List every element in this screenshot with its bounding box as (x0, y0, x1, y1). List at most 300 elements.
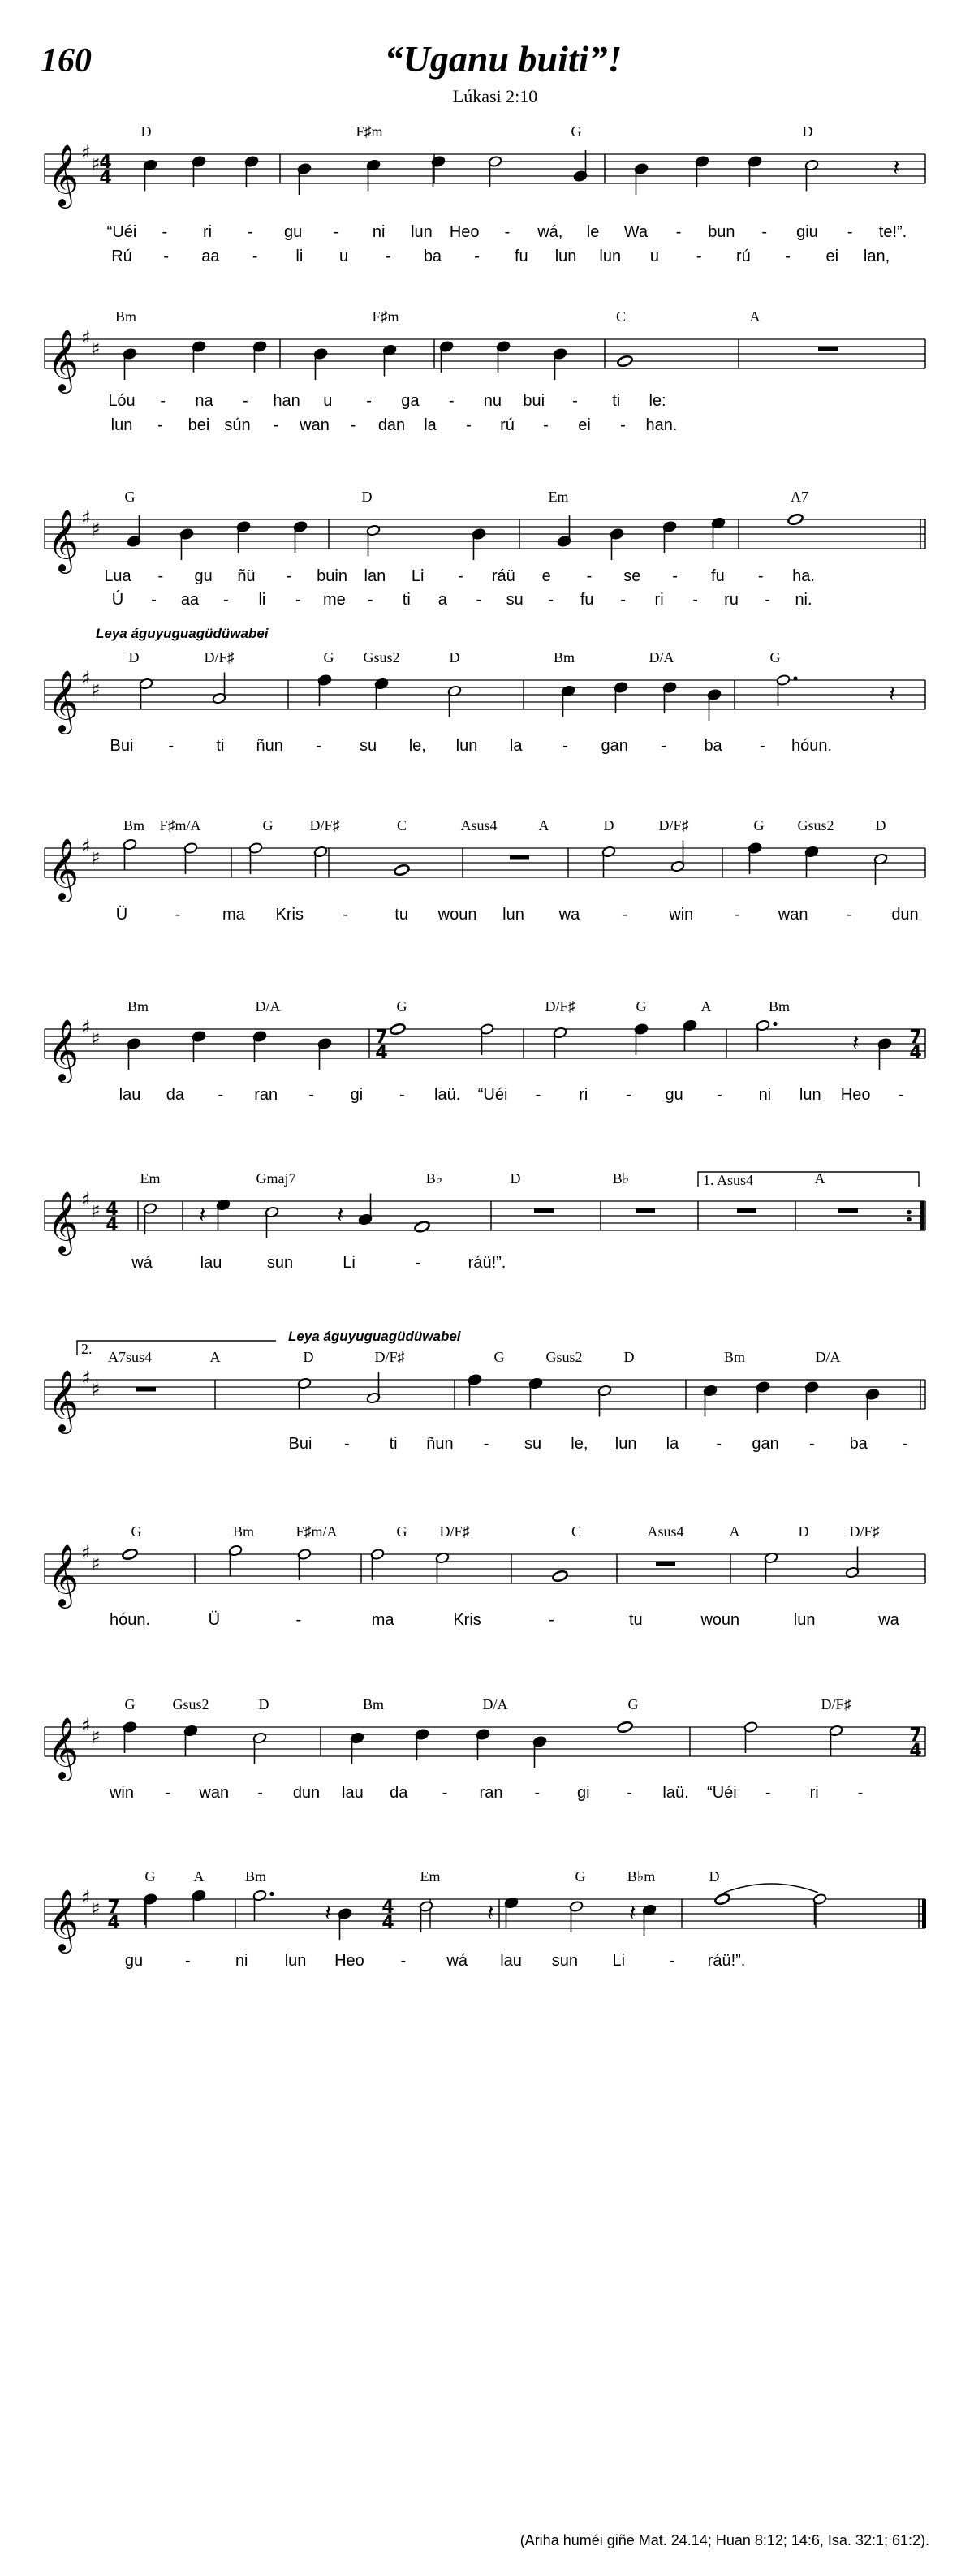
lyric-syllable: wa (878, 1611, 899, 1629)
lyric-syllable: - (734, 906, 740, 924)
lyric-syllable: - (223, 591, 229, 609)
lyric-syllable: hóun. (109, 1611, 151, 1629)
chord-symbol: A (700, 998, 712, 1014)
chord-symbol: G (575, 1868, 586, 1885)
lyric-syllable: ráü (491, 567, 515, 585)
chord-symbol: D/A (255, 998, 281, 1014)
lyric-syllable: ñun (256, 737, 283, 755)
chord-symbol: B♭ (612, 1170, 630, 1187)
chord-symbol: F♯m (356, 123, 383, 140)
note-head (617, 355, 633, 368)
hymn-title: “Uganu buiti”! (384, 38, 623, 80)
lyric-syllable: Bui (110, 737, 134, 755)
lyric-syllable: tu (394, 906, 408, 924)
treble-clef-icon: 𝄞 (47, 1019, 80, 1081)
lyric-syllable: lau (500, 1952, 522, 1970)
volta-1-label: 1. Asus4 (703, 1172, 754, 1188)
lyric-syllable: da (390, 1784, 408, 1802)
lyric-syllable: - (692, 591, 698, 609)
key-signature-sharp-f-icon: ♯ (81, 1541, 91, 1564)
chord-symbol: B♭m (627, 1868, 656, 1885)
chord-symbol: Bm (232, 1523, 255, 1540)
lyric-syllable: ni (758, 1086, 772, 1104)
lyric-syllable: ran (479, 1784, 503, 1802)
time-signature-top: 7 (909, 1027, 922, 1048)
chord-symbol: Gsus2 (363, 649, 400, 666)
chord-symbol: D (449, 649, 460, 666)
chord-symbol: Em (548, 489, 569, 505)
lyric-syllable: - (295, 591, 301, 609)
lyric-syllable: bei (187, 416, 210, 434)
lyric-syllable: - (534, 1784, 541, 1802)
time-signature-bottom: 4 (107, 1913, 120, 1933)
note-head (414, 1221, 430, 1234)
chord-symbol: D (623, 1349, 635, 1365)
lyric-syllable: lan, (863, 248, 890, 265)
lyric-syllable: wan (300, 416, 330, 434)
chord-symbol: G (144, 1868, 156, 1885)
lyric-syllable: Heo (840, 1086, 871, 1104)
staff-system (45, 1523, 925, 1629)
lyric-syllable: - (466, 416, 472, 434)
systems-group (45, 123, 926, 1970)
staff-system (45, 998, 925, 1104)
lyric-syllable: su (506, 591, 524, 609)
time-signature-bottom: 4 (909, 1741, 922, 1761)
lyric-syllable: lun (455, 737, 478, 755)
chord-symbol: D (140, 123, 152, 140)
lyric-syllable: gan (752, 1435, 779, 1453)
lyric-syllable: gu (124, 1952, 144, 1970)
time-signature-bottom: 4 (106, 1215, 119, 1235)
lyric-syllable: - (474, 248, 480, 265)
lyric-syllable: - (627, 1784, 632, 1802)
lyric-syllable: laü. (434, 1086, 461, 1104)
lyric-syllable: woun (437, 906, 477, 924)
lyric-syllable: - (898, 1086, 904, 1104)
staff-system (45, 308, 925, 434)
lyric-syllable: lun (411, 223, 433, 241)
lyric-syllable: - (168, 737, 175, 755)
key-signature-sharp-c-icon: ♯ (91, 1378, 101, 1401)
lyric-syllable: da (166, 1086, 185, 1104)
treble-clef-icon: 𝄞 (47, 838, 80, 900)
key-signature-sharp-c-icon: ♯ (91, 153, 101, 175)
lyric-syllable: sun (266, 1254, 294, 1272)
lyric-syllable: - (675, 223, 682, 241)
lyric-syllable: - (458, 567, 463, 585)
lyric-syllable: le, (571, 1435, 588, 1453)
chord-symbol: G (323, 649, 334, 666)
note-head (552, 1570, 568, 1583)
key-signature-sharp-c-icon: ♯ (91, 1553, 101, 1575)
footer-references: (Ariha huméi giñe Mat. 24.14; Huan 8:12; 14:6, Isa. 32:1; 61:2). (519, 2532, 929, 2548)
lyric-syllable: - (400, 1952, 407, 1970)
lyric-syllable: - (367, 591, 373, 609)
chord-symbol: D/F♯ (374, 1349, 405, 1365)
lyric-syllable: - (286, 567, 292, 585)
chord-symbol: D/A (815, 1349, 841, 1365)
lyric-syllable: - (316, 737, 322, 755)
chord-symbol: A (538, 817, 549, 834)
lyric-syllable: - (185, 1952, 191, 1970)
chord-symbol: B♭ (425, 1170, 443, 1187)
lyric-syllable: le, (408, 737, 426, 755)
key-signature-sharp-c-icon: ♯ (91, 1725, 101, 1748)
lyric-syllable: dan (377, 416, 406, 434)
key-signature-sharp-f-icon: ♯ (81, 1016, 91, 1039)
lyric-syllable: Kris (453, 1611, 481, 1629)
performance-note: Leya águyuguagüdüwabei (288, 1329, 461, 1344)
lyric-syllable: ri (203, 223, 213, 241)
lyric-syllable: - (661, 737, 667, 755)
chord-symbol: D (510, 1170, 521, 1187)
quarter-rest-icon: 𝄽 (889, 680, 896, 707)
staff-system (45, 489, 925, 609)
whole-rest-icon (838, 1208, 858, 1213)
chord-symbol: D (361, 489, 373, 505)
time-signature-bottom: 4 (909, 1043, 922, 1063)
lyric-syllable: lan (364, 567, 386, 585)
lyric-syllable: Ú (111, 591, 124, 609)
meter-change (909, 1027, 921, 1063)
key-signature-sharp-c-icon: ♯ (91, 678, 101, 701)
volta-2-bracket (77, 1341, 276, 1355)
note-head (617, 1721, 633, 1734)
chord-symbol: G (753, 817, 765, 834)
lyric-syllable: le: (649, 392, 666, 410)
chord-symbol: G (396, 998, 407, 1014)
chord-symbol: C (396, 817, 407, 834)
chord-symbol: G (124, 1696, 136, 1712)
key-signature-sharp-f-icon: ♯ (81, 326, 91, 349)
key-signature-sharp-f-icon: ♯ (81, 1886, 91, 1909)
lyric-syllable: dun (292, 1784, 321, 1802)
chord-symbol: Gsus2 (797, 817, 834, 834)
time-signature-top: 7 (909, 1725, 922, 1746)
lyric-syllable: - (350, 416, 356, 434)
lyric-syllable: ti (402, 591, 411, 609)
lyric-syllable: la (666, 1435, 679, 1453)
lyric-syllable: - (716, 1435, 722, 1453)
lyric-syllable: li (258, 591, 266, 609)
lyric-syllable: - (857, 1784, 864, 1802)
chord-symbol: Gsus2 (172, 1696, 209, 1712)
staff-system (45, 123, 925, 265)
lyric-syllable: - (562, 737, 568, 755)
chord-symbol: G (571, 123, 582, 140)
chord-symbol: F♯m (372, 308, 399, 325)
lyric-syllable: ga (401, 392, 420, 410)
lyric-syllable: gi (350, 1086, 364, 1104)
lyric-syllable: - (572, 392, 578, 410)
lyric-syllable: - (442, 1784, 448, 1802)
chord-symbol: F♯m/A (295, 1523, 338, 1540)
lyric-syllable: gu (665, 1086, 683, 1104)
lyric-syllable: win (109, 1784, 135, 1802)
lyric-syllable: - (151, 591, 157, 609)
chord-symbol: Bm (244, 1868, 267, 1885)
chord-symbol: G (396, 1523, 407, 1540)
chord-symbol: A (193, 1868, 205, 1885)
meter-change (381, 1898, 394, 1933)
lyric-syllable: - (847, 223, 853, 241)
lyric-syllable: wá, (537, 223, 563, 241)
chord-symbol: A (729, 1523, 740, 1540)
time-signature-top: 7 (375, 1027, 388, 1048)
key-signature-sharp-f-icon: ♯ (81, 667, 91, 690)
lyric-syllable: ru (724, 591, 739, 609)
key-signature-sharp-f-icon: ♯ (81, 1188, 91, 1211)
lyric-syllable: - (157, 416, 163, 434)
chord-symbol: A7sus4 (107, 1349, 153, 1365)
lyric-syllable: hóun. (791, 737, 833, 755)
chord-symbol: Em (420, 1868, 441, 1885)
lyric-syllable: ñun (426, 1435, 454, 1453)
lyric-syllable: ráü!”. (707, 1952, 746, 1970)
lyric-syllable: lau (200, 1254, 222, 1272)
lyric-syllable: - (242, 392, 248, 410)
lyric-syllable: - (160, 392, 166, 410)
lyric-syllable: laü. (662, 1784, 689, 1802)
lyric-syllable: lau (119, 1086, 141, 1104)
lyric-syllable: ri (809, 1784, 819, 1802)
lyric-syllable: - (385, 248, 391, 265)
chord-symbol: Bm (127, 998, 149, 1014)
lyric-syllable: ran (254, 1086, 278, 1104)
lyric-syllable: - (696, 248, 702, 265)
lyric-syllable: lun (614, 1435, 637, 1453)
key-signature-sharp-c-icon: ♯ (91, 518, 101, 541)
dot (269, 1892, 274, 1896)
key-signature-sharp-c-icon: ♯ (91, 846, 101, 869)
lyric-syllable: wá (131, 1254, 153, 1272)
time-signature-top: 7 (107, 1898, 120, 1918)
lyric-syllable: - (476, 591, 482, 609)
note-head (787, 513, 804, 526)
chord-symbol: Asus4 (460, 817, 498, 834)
lyric-syllable: - (295, 1611, 302, 1629)
key-signature-sharp-c-icon: ♯ (91, 338, 101, 360)
lyric-syllable: Kris (275, 906, 304, 924)
lyric-syllable: - (343, 1435, 350, 1453)
staff-system (45, 817, 925, 924)
whole-rest-icon (656, 1562, 675, 1566)
chord-symbol: Bm (723, 1349, 746, 1365)
lyric-syllable: u (323, 392, 333, 410)
lyric-syllable: Bui (288, 1435, 312, 1453)
treble-clef-icon: 𝄞 (47, 509, 80, 571)
lyric-syllable: - (483, 1435, 489, 1453)
lyric-syllable: - (809, 1435, 815, 1453)
lyric-syllable: woun (700, 1611, 740, 1629)
lyric-syllable: su (360, 737, 377, 755)
lyric-syllable: - (157, 567, 164, 585)
lyric-syllable: sun (551, 1952, 579, 1970)
lyric-syllable: - (623, 906, 628, 924)
lyric-syllable: te!”. (878, 223, 907, 241)
chord-symbol: G (769, 649, 781, 666)
chord-symbol: Bm (114, 308, 137, 325)
lyric-syllable: - (257, 1784, 263, 1802)
repeat-dot (907, 1210, 912, 1215)
lyric-syllable: wá (446, 1952, 468, 1970)
lyric-syllable: fu (711, 567, 725, 585)
whole-rest-icon (737, 1208, 756, 1213)
lyric-syllable: - (765, 591, 770, 609)
time-signature-bottom: 4 (99, 168, 112, 188)
lyric-syllable: - (586, 567, 593, 585)
chord-symbol: A (814, 1170, 825, 1187)
lyric-syllable: - (366, 392, 372, 410)
chord-symbol: G (262, 817, 274, 834)
lyric-syllable: ñü (237, 567, 256, 585)
key-signature-sharp-f-icon: ♯ (81, 141, 91, 164)
lyric-syllable: - (308, 1086, 314, 1104)
lyric-syllable: ni (235, 1952, 248, 1970)
note-head (390, 1023, 406, 1036)
chord-symbol: Bm (553, 649, 575, 666)
staff-system (45, 1868, 926, 1970)
whole-rest-icon (818, 347, 838, 351)
chord-symbol: G (627, 1696, 639, 1712)
scripture-reference: Lúkasi 2:10 (452, 86, 538, 106)
time-signature-top: 4 (106, 1200, 119, 1220)
lyric-syllable: - (543, 416, 549, 434)
lyric-syllable: na (195, 392, 213, 410)
lyric-syllable: Li (411, 567, 425, 585)
lyric-syllable: lun (793, 1611, 816, 1629)
lyric-syllable: - (415, 1254, 421, 1272)
lyric-syllable: ba (849, 1435, 868, 1453)
lyric-syllable: lun (554, 248, 577, 265)
performance-note: Leya águyuguagüdüwabei (96, 626, 269, 641)
lyric-syllable: - (548, 591, 554, 609)
whole-rest-icon (136, 1387, 156, 1392)
chord-symbol: Gsus2 (545, 1349, 583, 1365)
lyric-syllable: Ü (208, 1611, 221, 1629)
staff-system (45, 1349, 925, 1453)
lyric-syllable: a (437, 591, 447, 609)
chord-symbol: A (749, 308, 761, 325)
lyric-syllable: fu (580, 591, 594, 609)
chord-symbol: D (875, 817, 886, 834)
tie (724, 1884, 818, 1893)
lyric-syllable: ti (216, 737, 225, 755)
chord-symbol: D (603, 817, 614, 834)
dot (793, 676, 797, 680)
lyric-syllable: e (541, 567, 551, 585)
lyric-syllable: rú (735, 248, 751, 265)
lyric-syllable: Heo (449, 223, 480, 241)
lyric-syllable: - (765, 1784, 771, 1802)
key-signature-sharp-f-icon: ♯ (81, 1714, 91, 1737)
lyric-syllable: se (623, 567, 641, 585)
lyric-syllable: buin (317, 567, 347, 585)
chord-symbol: D (128, 649, 140, 666)
lyric-syllable: u (649, 248, 660, 265)
lyric-syllable: aa (201, 248, 220, 265)
lyric-syllable: - (448, 392, 455, 410)
lyric-syllable: Lóu (108, 392, 136, 410)
lyric-syllable: giu (796, 223, 818, 241)
lyric-syllable: Heo (334, 1952, 364, 1970)
lyric-syllable: - (399, 1086, 405, 1104)
lyric-syllable: - (672, 567, 678, 585)
lyric-syllable: dun (891, 906, 919, 924)
barline-final-thick (922, 1899, 926, 1928)
key-signature-sharp-f-icon: ♯ (81, 506, 91, 529)
staff-system (45, 1170, 925, 1272)
treble-clef-icon: 𝄞 (47, 329, 80, 391)
quarter-rest-icon: 𝄽 (199, 1201, 206, 1228)
meter-change (909, 1725, 921, 1761)
time-signature-top: 4 (99, 153, 112, 173)
lyric-syllable: “Uéi (707, 1784, 737, 1802)
chord-symbol: D/A (482, 1696, 508, 1712)
chord-symbol: G (124, 489, 136, 505)
lyric-syllable: la (509, 737, 523, 755)
chord-symbol: D/F♯ (821, 1696, 851, 1712)
chord-symbol: Bm (768, 998, 791, 1014)
chord-symbol: D (709, 1868, 720, 1885)
chord-symbol: C (615, 308, 627, 325)
lyric-syllable: lau (342, 1784, 364, 1802)
lyric-syllable: ba (423, 248, 442, 265)
lyric-syllable: - (165, 1784, 171, 1802)
repeat-dot (907, 1217, 912, 1222)
chord-symbol: F♯m/A (159, 817, 201, 834)
lyric-syllable: gi (576, 1784, 590, 1802)
staff-system (45, 1696, 925, 1802)
chord-symbol: Em (140, 1170, 161, 1187)
lyric-syllable: nu (483, 392, 502, 410)
lyric-syllable: - (218, 1086, 224, 1104)
chord-symbol: G (493, 1349, 505, 1365)
quarter-rest-icon: 𝄽 (337, 1201, 344, 1228)
lyric-syllable: - (343, 906, 349, 924)
lyric-syllable: bun (708, 223, 735, 241)
meter-change (106, 1200, 118, 1235)
lyric-syllable: ti (612, 392, 621, 410)
lyric-syllable: - (785, 248, 791, 265)
quarter-rest-icon: 𝄽 (629, 1899, 636, 1926)
lyric-syllable: li (295, 248, 304, 265)
lyric-syllable: ei (578, 416, 591, 434)
chord-symbol: D/F♯ (439, 1523, 470, 1540)
lyric-syllable: win (669, 906, 694, 924)
lyric-syllable: - (757, 567, 764, 585)
chord-symbol: D/F♯ (849, 1523, 880, 1540)
lyric-syllable: wan (199, 1784, 230, 1802)
lyric-syllable: le (586, 223, 600, 241)
chord-symbol: G (636, 998, 647, 1014)
lyric-syllable: - (626, 1086, 632, 1104)
lyric-syllable: bui (523, 392, 545, 410)
chord-symbol: A7 (791, 489, 808, 505)
lyric-syllable: la (424, 416, 437, 434)
lyric-syllable: - (620, 416, 626, 434)
lyric-syllable: - (846, 906, 852, 924)
lyric-syllable: ni. (795, 591, 812, 609)
lyric-syllable: - (162, 223, 168, 241)
treble-clef-icon: 𝄞 (47, 1369, 80, 1432)
lyric-syllable: ei (825, 248, 839, 265)
lyric-syllable: ha. (792, 567, 815, 585)
lyric-syllable: ma (222, 906, 245, 924)
lyric-syllable: rú (500, 416, 515, 434)
chord-symbol: D/A (649, 649, 674, 666)
